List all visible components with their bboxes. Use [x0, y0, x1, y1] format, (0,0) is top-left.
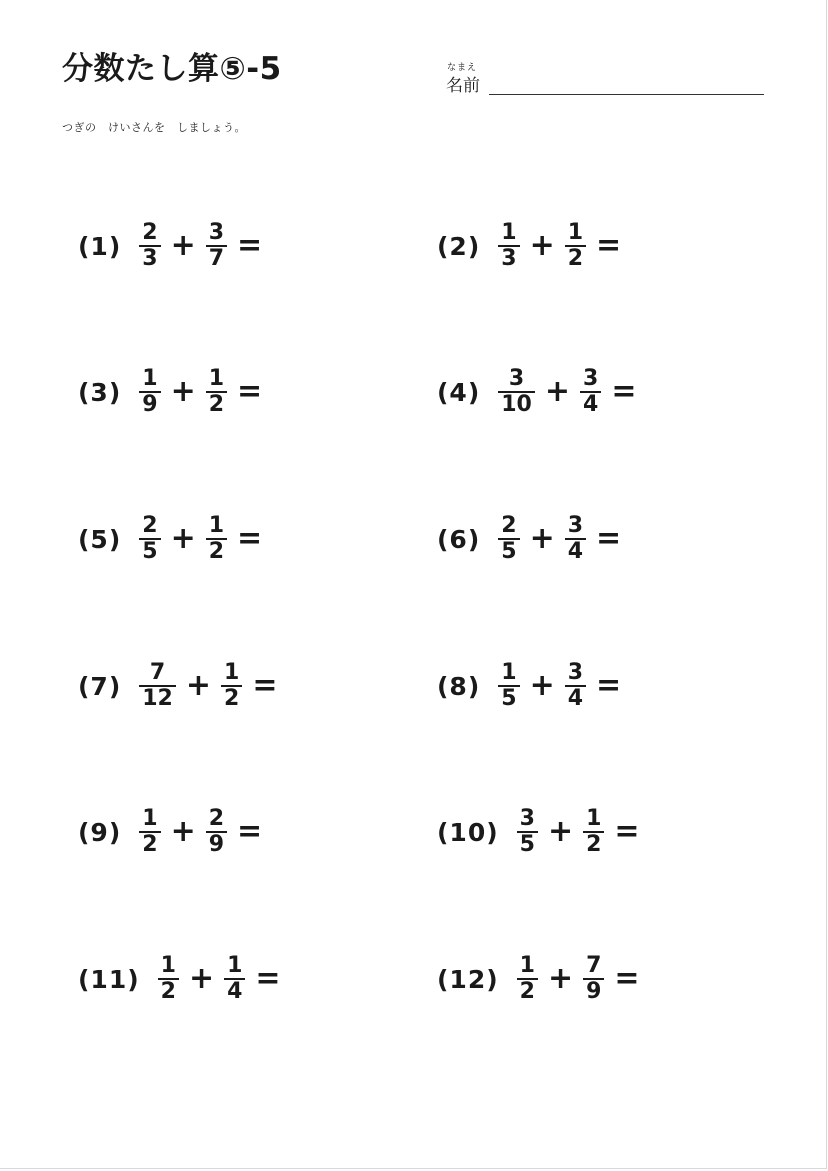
first-fraction: [139, 367, 160, 417]
first-fraction: [139, 661, 176, 711]
denominator: 4: [567, 686, 584, 711]
problem-9: [78, 802, 268, 862]
numerator: 1: [224, 660, 240, 685]
plus-sign: +: [170, 521, 196, 556]
numerator: 2: [501, 513, 517, 538]
denominator: 2: [519, 979, 535, 1004]
denominator: 5: [519, 832, 535, 857]
problem-number: (10): [437, 817, 499, 847]
denominator: 2: [208, 392, 225, 417]
numerator: 2: [208, 806, 225, 831]
problem-number: (6): [437, 524, 481, 554]
numerator: 1: [208, 513, 225, 538]
numerator: 1: [567, 220, 584, 245]
equals-sign: =: [596, 228, 622, 263]
denominator: 5: [501, 686, 517, 711]
denominator: 12: [142, 686, 173, 711]
problem-number: (12): [437, 964, 499, 994]
problem-number: (3): [78, 377, 122, 407]
problem-number: (5): [78, 524, 122, 554]
problem-1: [78, 216, 268, 276]
denominator: 4: [583, 392, 599, 417]
second-fraction: [583, 954, 604, 1004]
plus-sign: +: [547, 814, 574, 849]
plus-sign: +: [544, 374, 571, 409]
name-ruby: なまえ: [447, 63, 478, 73]
equals-sign: =: [237, 814, 263, 849]
numerator: 3: [508, 366, 525, 391]
numerator: 7: [149, 660, 166, 685]
problem-5: [78, 509, 268, 569]
numerator: 1: [519, 953, 535, 978]
problem-8: [437, 656, 627, 716]
denominator: 9: [586, 979, 602, 1004]
numerator: 3: [583, 366, 599, 391]
denominator: 2: [208, 539, 225, 564]
first-fraction: [139, 221, 160, 271]
plus-sign: +: [170, 228, 196, 263]
denominator: 4: [227, 979, 243, 1004]
equals-sign: =: [596, 668, 622, 703]
problem-number: (11): [78, 964, 140, 994]
denominator: 9: [208, 832, 225, 857]
equals-sign: =: [237, 228, 263, 263]
denominator: 9: [142, 392, 158, 417]
numerator: 2: [142, 513, 158, 538]
name-label: 名前: [446, 76, 480, 96]
denominator: 2: [224, 686, 240, 711]
second-fraction: [565, 661, 586, 711]
name-field: [446, 60, 766, 100]
plus-sign: +: [188, 961, 215, 996]
first-fraction: [517, 807, 538, 857]
problem-number: (8): [437, 671, 481, 701]
problem-11: [78, 949, 287, 1009]
equals-sign: =: [611, 374, 637, 409]
second-fraction: [206, 514, 227, 564]
first-fraction: [498, 514, 519, 564]
denominator: 7: [208, 246, 225, 271]
second-fraction: [583, 807, 604, 857]
first-fraction: [517, 954, 538, 1004]
equals-sign: =: [614, 961, 640, 996]
problem-12: [437, 949, 646, 1009]
numerator: 7: [586, 953, 602, 978]
problem-10: [437, 802, 646, 862]
instruction-text: つぎの けいさんを しましょう。: [62, 121, 246, 134]
equals-sign: =: [596, 521, 622, 556]
denominator: 3: [142, 246, 158, 271]
numerator: 3: [208, 220, 225, 245]
numerator: 2: [142, 220, 158, 245]
plus-sign: +: [170, 374, 196, 409]
second-fraction: [206, 807, 227, 857]
plus-sign: +: [529, 668, 555, 703]
numerator: 1: [208, 366, 225, 391]
problem-number: (1): [78, 231, 122, 261]
first-fraction: [498, 661, 519, 711]
first-fraction: [139, 514, 160, 564]
denominator: 4: [567, 539, 584, 564]
numerator: 3: [567, 513, 584, 538]
second-fraction: [565, 514, 586, 564]
numerator: 3: [519, 806, 535, 831]
numerator: 1: [142, 806, 158, 831]
numerator: 1: [227, 953, 243, 978]
numerator: 1: [586, 806, 602, 831]
equals-sign: =: [255, 961, 281, 996]
plus-sign: +: [529, 521, 555, 556]
denominator: 2: [160, 979, 176, 1004]
numerator: 1: [160, 953, 176, 978]
first-fraction: [498, 221, 519, 271]
problem-number: (9): [78, 817, 122, 847]
problem-7: [78, 656, 283, 716]
second-fraction: [224, 954, 245, 1004]
denominator: 3: [501, 246, 517, 271]
second-fraction: [221, 661, 242, 711]
denominator: 10: [501, 392, 532, 417]
second-fraction: [565, 221, 586, 271]
second-fraction: [206, 367, 227, 417]
problem-4: [437, 362, 642, 422]
equals-sign: =: [614, 814, 640, 849]
problem-number: (7): [78, 671, 122, 701]
second-fraction: [580, 367, 601, 417]
first-fraction: [158, 954, 179, 1004]
problem-3: [78, 362, 268, 422]
problem-6: [437, 509, 627, 569]
plus-sign: +: [529, 228, 555, 263]
numerator: 3: [567, 660, 584, 685]
denominator: 2: [142, 832, 158, 857]
numerator: 1: [501, 220, 517, 245]
problem-number: (2): [437, 231, 481, 261]
second-fraction: [206, 221, 227, 271]
equals-sign: =: [252, 668, 278, 703]
denominator: 2: [586, 832, 602, 857]
first-fraction: [498, 367, 535, 417]
numerator: 1: [501, 660, 517, 685]
problem-number: (4): [437, 377, 481, 407]
equals-sign: =: [237, 374, 263, 409]
denominator: 5: [142, 539, 158, 564]
denominator: 5: [501, 539, 517, 564]
plus-sign: +: [170, 814, 196, 849]
numerator: 1: [142, 366, 158, 391]
denominator: 2: [567, 246, 584, 271]
worksheet-title: 分数たし算⑤-5: [62, 51, 282, 87]
first-fraction: [139, 807, 160, 857]
equals-sign: =: [237, 521, 263, 556]
plus-sign: +: [547, 961, 574, 996]
plus-sign: +: [185, 668, 212, 703]
name-write-line[interactable]: [489, 94, 764, 95]
problem-2: [437, 216, 627, 276]
